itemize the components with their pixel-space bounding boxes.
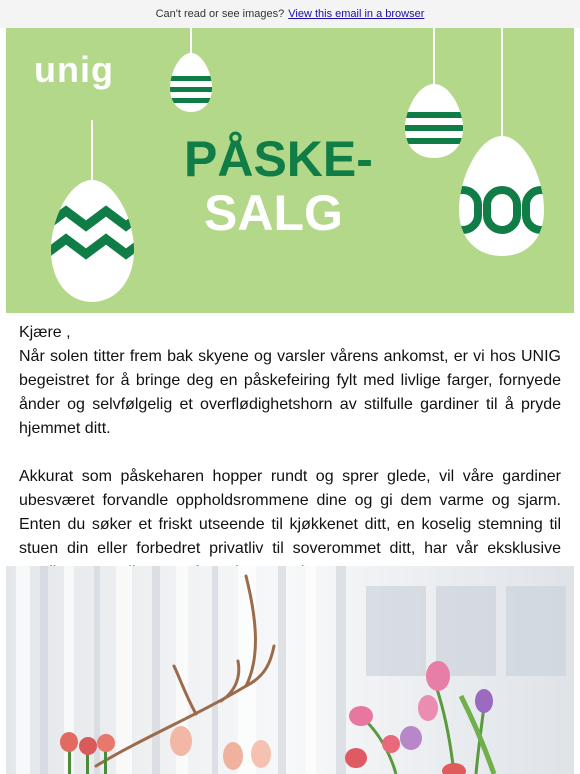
unig-logo: unig (34, 49, 114, 90)
email-body (0, 313, 580, 585)
dotted-egg-icon (448, 136, 556, 256)
easter-curtains-photo[interactable] (6, 566, 574, 774)
intro-paragraph: Når solen titter frem bak skyene og varsler vårens ankomst, er vi hos UNIG begeistret for å bringe deg en påskefeiring fylt med livlige farger, fornyede ånder og selvfølgelig et overflødighetshorn av stilfulle gardiner til å pryde hjemmet ditt. (19, 348, 561, 437)
headline-line2: SALG (204, 185, 343, 241)
headline-line1: PÅSKE- (184, 131, 373, 187)
images-prompt: Can't read or see images? (155, 8, 285, 20)
striped-egg-icon (166, 53, 216, 112)
zigzag-egg-icon (46, 180, 146, 302)
banner-artwork (6, 28, 574, 313)
curtains-paragraph: Akkurat som påskeharen hopper rundt og sprer glede, vil våre gardiner ubesværet forvandle oppholdsrommene dine og gi dem varme og sjarm. Enten du søker et friskt utseende til kjøkkenet ditt, en koselig stemning til stuen din eller forbedret privatliv til soverommet ditt, har vår eksklusive (19, 468, 561, 557)
striped-egg-icon (401, 84, 467, 158)
easter-sale-banner[interactable] (6, 28, 574, 313)
greeting: Kjære , (19, 324, 71, 341)
view-in-browser-link[interactable]: View this email in a browser (288, 8, 425, 20)
photo-artwork (6, 566, 574, 774)
view-in-browser-bar (0, 0, 580, 28)
